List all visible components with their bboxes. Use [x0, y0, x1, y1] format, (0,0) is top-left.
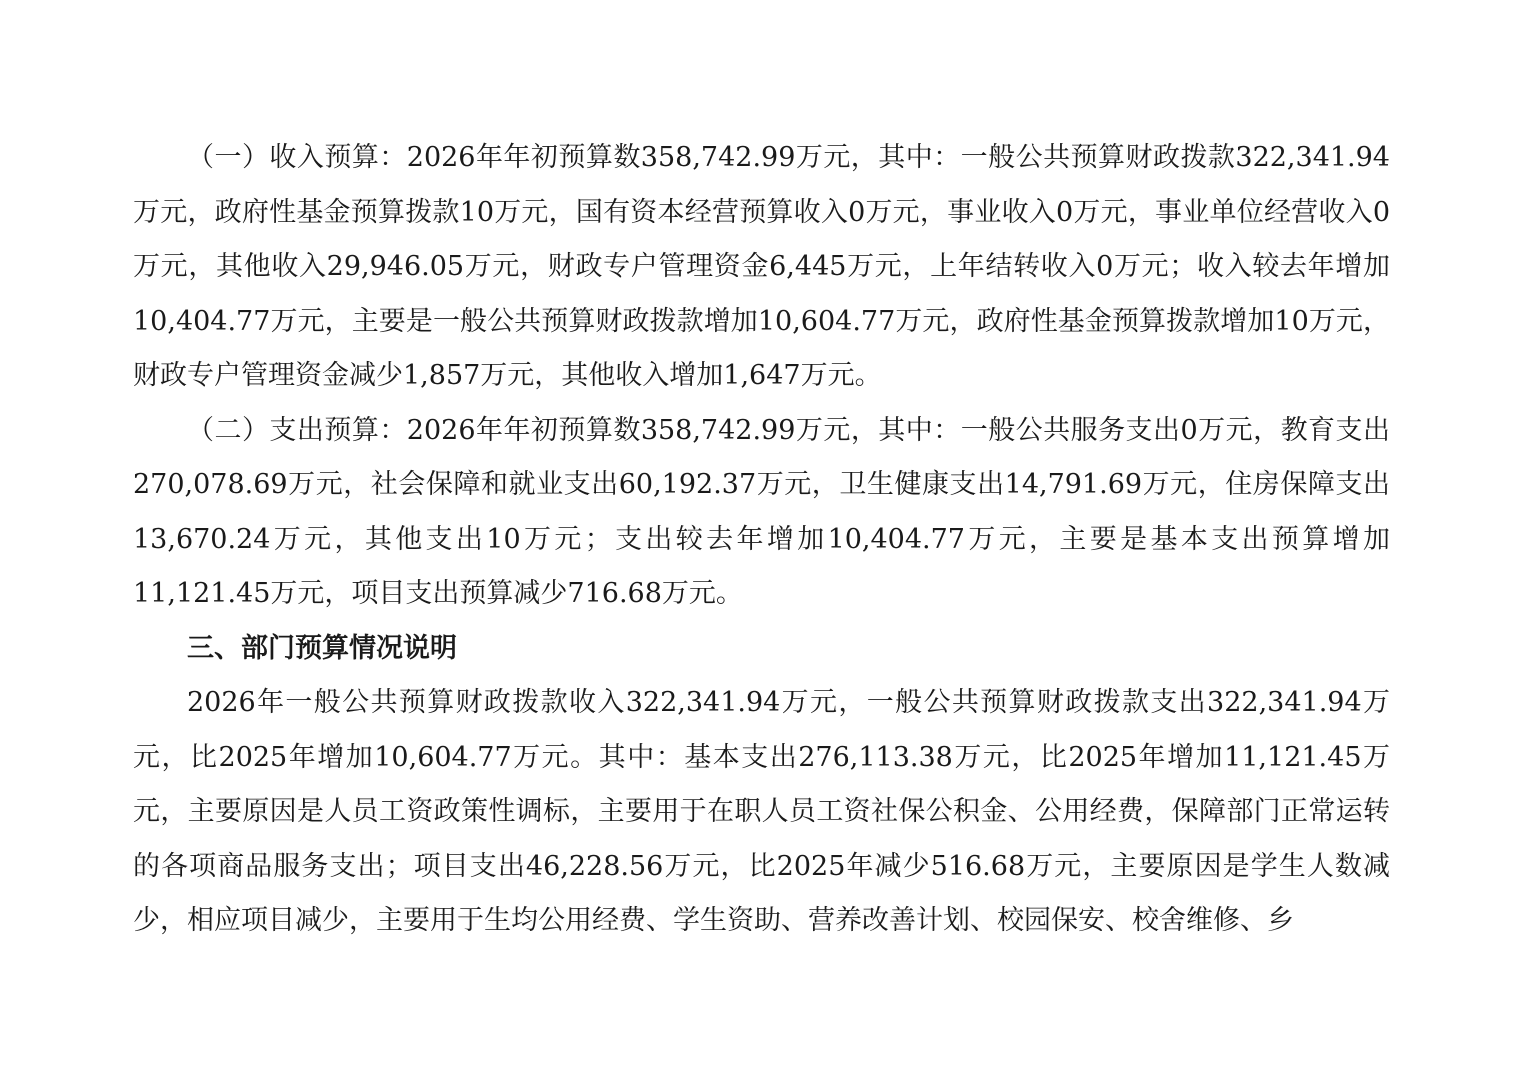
income-budget-paragraph: （一）收入预算：2026年年初预算数358,742.99万元，其中：一般公共预算财政拨款322,341.94万元，政府性基金预算拨款10万元，国有资本经营预算收入0万元，事业收入0万元，事业单位经营收入0万元，其他收入29,946.05万元，财政专户管理资金6,445万元，上年结转收入0万元；收入较去年增加10,404.77万元，主要是一般公共预算财政拨款增加10,604.77万元，政府性基金预算拨款增加10万元，财政专户管理资金减少1,857万元，其他收入增加1,647万元。	[133, 142, 1390, 391]
document-page	[133, 131, 1390, 949]
section-three-heading: 三、部门预算情况说明	[187, 632, 457, 664]
general-public-budget-paragraph: 2026年一般公共预算财政拨款收入322,341.94万元，一般公共预算财政拨款支出322,341.94万元，比2025年增加10,604.77万元。其中：基本支出276,113.38万元，比2025年增加11,121.45万元，主要原因是人员工资政策性调标，主要用于在职人员工资社保公积金、公用经费，保障部门正常运转的各项商品服务支出；项目支出46,228.56万元，比2025年减少516.68万元，主要原因是学生人数减少，相应项目减少，主要用于生均公用经费、学生资助、营养改善计划、校园保安、校舍维修、乡	[133, 687, 1390, 936]
expenditure-budget-paragraph: （二）支出预算：2026年年初预算数358,742.99万元，其中：一般公共服务支出0万元，教育支出270,078.69万元，社会保障和就业支出60,192.37万元，卫生健康支出14,791.69万元，住房保障支出13,670.24万元，其他支出10万元；支出较去年增加10,404.77万元，主要是基本支出预算增加11,121.45万元，项目支出预算减少716.68万元。	[133, 414, 1390, 609]
